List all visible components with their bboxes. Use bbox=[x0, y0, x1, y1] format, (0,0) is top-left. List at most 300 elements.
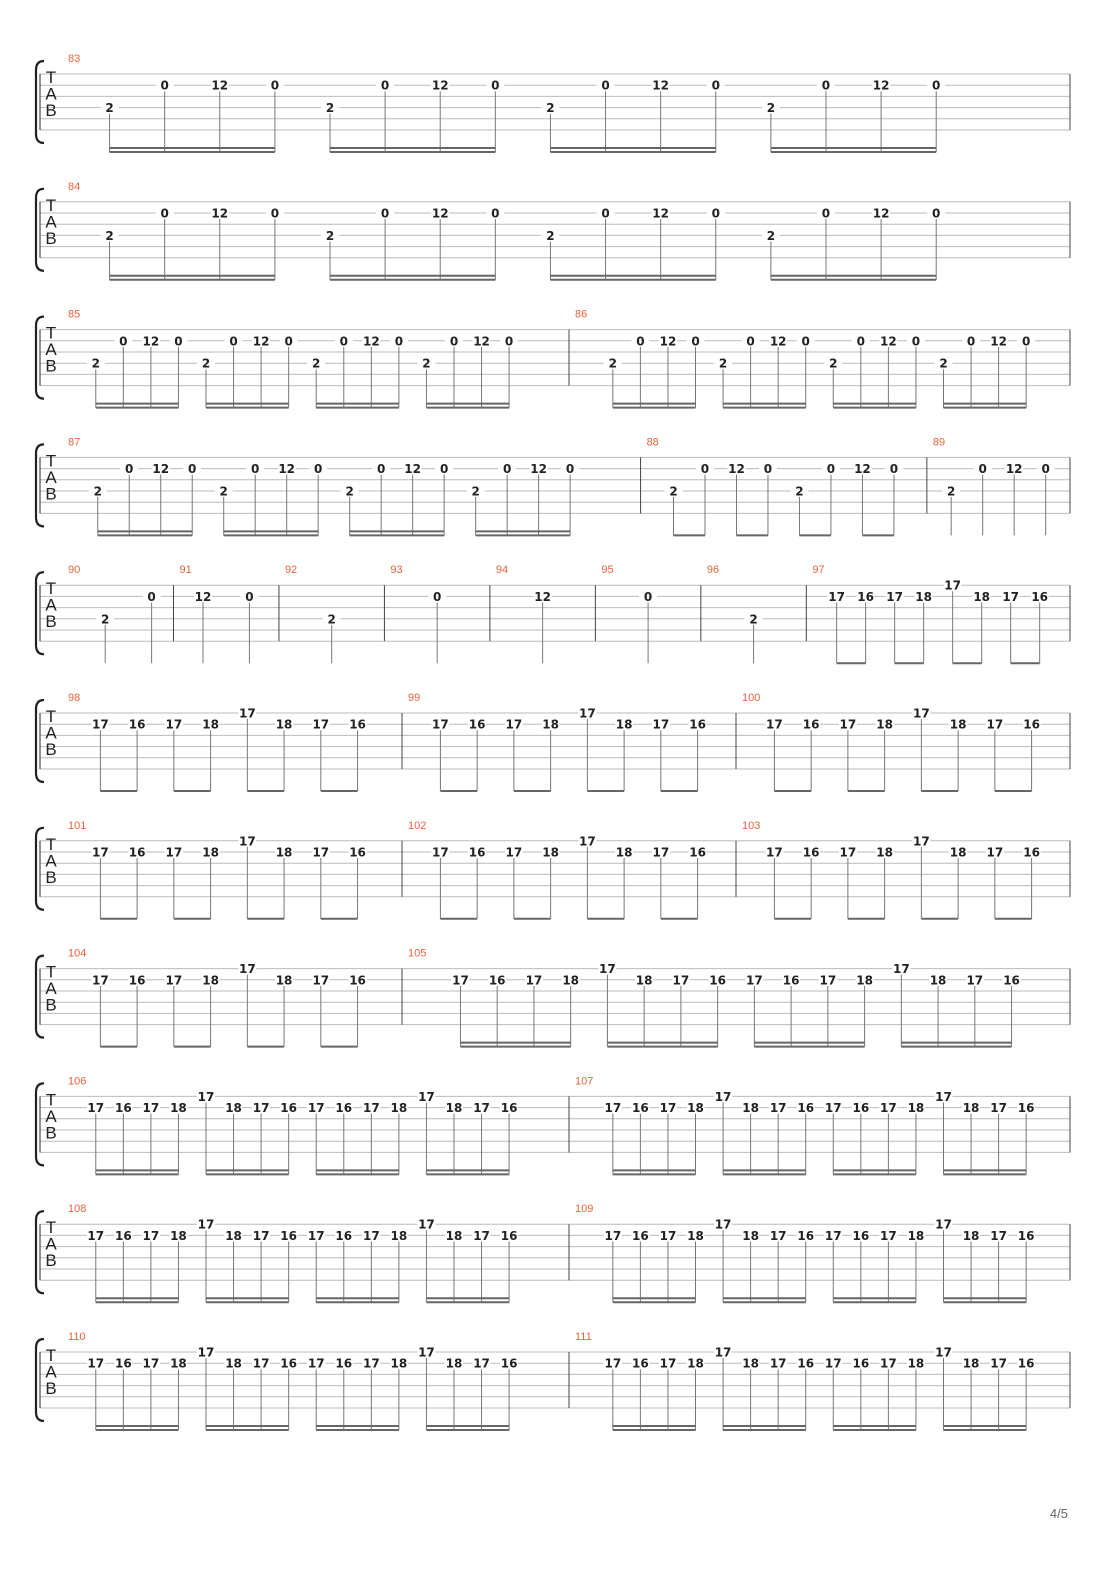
measure-number: 95 bbox=[601, 564, 614, 577]
fret-number: 12 bbox=[990, 334, 1007, 349]
fret-number: 18 bbox=[170, 1101, 187, 1116]
fret-number: 18 bbox=[687, 1356, 704, 1371]
fret-number: 18 bbox=[876, 845, 893, 860]
fret-number: 16 bbox=[500, 1101, 518, 1116]
fret-number: 17 bbox=[473, 1101, 490, 1116]
fret-number: 16 bbox=[500, 1356, 518, 1371]
fret-number: 0 bbox=[394, 334, 404, 349]
measure-number: 98 bbox=[68, 692, 81, 704]
measure-number: 94 bbox=[495, 564, 509, 577]
fret-number: 17 bbox=[252, 1228, 270, 1243]
fret-number: 2 bbox=[766, 228, 776, 243]
tab-system bbox=[36, 564, 1070, 663]
fret-number: 16 bbox=[468, 845, 486, 860]
fret-number: 17 bbox=[769, 1228, 787, 1243]
fret-number: 17 bbox=[505, 717, 523, 732]
measure-number: 88 bbox=[646, 436, 659, 449]
fret-number: 16 bbox=[349, 717, 366, 732]
tab-clef-letter: A bbox=[45, 595, 57, 615]
tab-system bbox=[36, 692, 1070, 791]
tab-clef-letter: B bbox=[45, 740, 57, 759]
measure-number: 110 bbox=[68, 1331, 86, 1343]
fret-number: 17 bbox=[659, 1228, 677, 1243]
fret-number: 17 bbox=[714, 1089, 732, 1104]
fret-number: 12 bbox=[211, 206, 229, 221]
fret-number: 16 bbox=[1017, 1228, 1035, 1243]
fret-number: 17 bbox=[92, 973, 109, 988]
fret-number: 17 bbox=[432, 717, 449, 732]
fret-number: 17 bbox=[452, 973, 469, 988]
fret-number: 0 bbox=[643, 589, 653, 604]
fret-number: 16 bbox=[128, 717, 146, 732]
fret-number: 18 bbox=[615, 845, 633, 860]
fret-number: 16 bbox=[797, 1356, 815, 1371]
fret-number: 17 bbox=[418, 1217, 435, 1232]
fret-number: 18 bbox=[390, 1228, 408, 1243]
tab-clef-letter: A bbox=[45, 467, 57, 487]
fret-number: 12 bbox=[652, 206, 670, 221]
fret-number: 2 bbox=[608, 356, 618, 371]
tab-clef-letter: B bbox=[45, 356, 57, 376]
fret-number: 17 bbox=[986, 717, 1004, 732]
fret-number: 0 bbox=[251, 462, 260, 477]
fret-number: 18 bbox=[275, 973, 293, 988]
fret-number: 0 bbox=[270, 78, 280, 93]
fret-number: 17 bbox=[714, 1217, 732, 1232]
fret-number: 17 bbox=[87, 1356, 105, 1371]
fret-number: 16 bbox=[280, 1101, 298, 1116]
fret-number: 0 bbox=[1021, 334, 1031, 349]
fret-number: 12 bbox=[362, 334, 380, 349]
fret-number: 16 bbox=[782, 973, 800, 988]
fret-number: 0 bbox=[932, 206, 941, 221]
fret-number: 0 bbox=[245, 589, 254, 604]
fret-number: 17 bbox=[473, 1228, 490, 1243]
measure-number: 103 bbox=[742, 819, 761, 832]
fret-number: 18 bbox=[876, 717, 893, 732]
fret-number: 18 bbox=[445, 1101, 463, 1116]
fret-number: 2 bbox=[471, 484, 480, 499]
fret-number: 0 bbox=[826, 462, 836, 477]
fret-number: 0 bbox=[229, 334, 238, 349]
fret-number: 18 bbox=[562, 973, 580, 988]
fret-number: 16 bbox=[500, 1228, 518, 1243]
fret-number: 12 bbox=[278, 462, 296, 477]
measure-number: 99 bbox=[408, 692, 421, 704]
fret-number: 0 bbox=[314, 462, 323, 477]
tab-system bbox=[36, 820, 1070, 919]
fret-number: 17 bbox=[307, 1228, 325, 1243]
fret-number: 2 bbox=[327, 612, 336, 627]
fret-number: 17 bbox=[252, 1356, 270, 1371]
fret-number: 16 bbox=[114, 1356, 132, 1371]
fret-number: 17 bbox=[913, 706, 930, 721]
tab-clef-letter: B bbox=[45, 101, 57, 120]
tab-clef-letter: T bbox=[45, 962, 57, 982]
fret-number: 2 bbox=[766, 101, 776, 116]
fret-number: 16 bbox=[1003, 973, 1020, 988]
fret-number: 12 bbox=[659, 334, 677, 349]
fret-number: 18 bbox=[225, 1101, 242, 1116]
fret-number: 18 bbox=[907, 1228, 925, 1243]
tab-system bbox=[36, 948, 1070, 1047]
tab-clef-letter: T bbox=[45, 707, 57, 726]
fret-number: 12 bbox=[142, 334, 160, 349]
fret-number: 17 bbox=[1002, 589, 1020, 604]
fret-number: 0 bbox=[691, 334, 700, 349]
fret-number: 16 bbox=[689, 845, 706, 860]
fret-number: 0 bbox=[763, 462, 773, 477]
fret-number: 17 bbox=[819, 973, 837, 988]
fret-number: 17 bbox=[990, 1101, 1007, 1116]
fret-number: 12 bbox=[152, 462, 170, 477]
fret-number: 12 bbox=[211, 78, 229, 93]
fret-number: 17 bbox=[142, 1356, 160, 1371]
fret-number: 18 bbox=[973, 589, 991, 604]
fret-number: 17 bbox=[142, 1101, 160, 1116]
fret-number: 17 bbox=[659, 1101, 677, 1116]
fret-number: 0 bbox=[821, 78, 831, 93]
fret-number: 0 bbox=[889, 462, 899, 477]
measure-number: 91 bbox=[179, 564, 192, 577]
fret-number: 0 bbox=[911, 334, 921, 349]
fret-number: 0 bbox=[439, 462, 449, 477]
fret-number: 12 bbox=[872, 78, 890, 93]
fret-number: 17 bbox=[746, 973, 763, 988]
fret-number: 0 bbox=[700, 462, 710, 477]
fret-number: 17 bbox=[944, 578, 962, 593]
tab-clef-letter: T bbox=[45, 68, 57, 87]
fret-number: 12 bbox=[652, 78, 670, 93]
tab-system bbox=[36, 309, 1070, 408]
fret-number: 17 bbox=[579, 834, 596, 849]
fret-number: 17 bbox=[839, 845, 857, 860]
fret-number: 18 bbox=[390, 1356, 408, 1371]
fret-number: 17 bbox=[312, 845, 330, 860]
fret-number: 18 bbox=[949, 845, 967, 860]
fret-number: 0 bbox=[856, 334, 866, 349]
measure-number: 93 bbox=[390, 564, 403, 577]
fret-number: 18 bbox=[225, 1228, 242, 1243]
fret-number: 17 bbox=[824, 1228, 842, 1243]
fret-number: 16 bbox=[128, 845, 146, 860]
measure-number: 87 bbox=[68, 436, 81, 449]
fret-number: 17 bbox=[197, 1217, 215, 1232]
fret-number: 0 bbox=[636, 334, 645, 349]
fret-number: 2 bbox=[201, 356, 211, 371]
fret-number: 18 bbox=[445, 1228, 463, 1243]
tab-clef-letter: B bbox=[45, 995, 57, 1015]
fret-number: 0 bbox=[601, 206, 610, 221]
tab-clef-letter: A bbox=[45, 723, 57, 743]
tab-clef-letter: B bbox=[45, 1379, 57, 1398]
fret-number: 17 bbox=[307, 1356, 325, 1371]
fret-number: 2 bbox=[718, 356, 728, 371]
fret-number: 0 bbox=[801, 334, 810, 349]
fret-number: 16 bbox=[468, 717, 486, 732]
tab-clef-letter: A bbox=[45, 1234, 57, 1254]
fret-number: 12 bbox=[404, 462, 422, 477]
fret-number: 16 bbox=[689, 717, 706, 732]
fret-number: 0 bbox=[966, 334, 976, 349]
fret-number: 0 bbox=[160, 78, 169, 93]
fret-number: 18 bbox=[202, 973, 219, 988]
fret-number: 17 bbox=[880, 1101, 897, 1116]
fret-number: 0 bbox=[1041, 462, 1050, 477]
fret-number: 2 bbox=[546, 101, 555, 116]
fret-number: 16 bbox=[857, 589, 874, 604]
fret-number: 16 bbox=[335, 1356, 353, 1371]
fret-number: 16 bbox=[1023, 845, 1040, 860]
fret-number: 17 bbox=[362, 1356, 380, 1371]
fret-number: 17 bbox=[880, 1228, 897, 1243]
fret-number: 12 bbox=[530, 462, 547, 477]
fret-number: 18 bbox=[907, 1101, 925, 1116]
fret-number: 12 bbox=[473, 334, 490, 349]
fret-number: 0 bbox=[125, 462, 134, 477]
fret-number: 18 bbox=[275, 717, 293, 732]
fret-number: 18 bbox=[542, 717, 559, 732]
fret-number: 0 bbox=[746, 334, 755, 349]
fret-number: 2 bbox=[101, 612, 110, 627]
fret-number: 2 bbox=[312, 356, 321, 371]
fret-number: 16 bbox=[852, 1228, 870, 1243]
fret-number: 17 bbox=[238, 706, 256, 721]
measure-number: 106 bbox=[68, 1075, 87, 1088]
fret-number: 18 bbox=[542, 845, 559, 860]
fret-number: 17 bbox=[362, 1228, 380, 1243]
fret-number: 17 bbox=[307, 1101, 325, 1116]
measure-number: 86 bbox=[575, 308, 588, 321]
fret-number: 17 bbox=[165, 973, 183, 988]
fret-number: 17 bbox=[238, 834, 256, 849]
fret-number: 17 bbox=[87, 1228, 105, 1243]
fret-number: 0 bbox=[491, 78, 500, 93]
tab-clef-letter: T bbox=[45, 1090, 57, 1110]
measure-number: 85 bbox=[68, 308, 81, 321]
measure-number: 96 bbox=[706, 564, 720, 577]
fret-number: 17 bbox=[769, 1356, 787, 1371]
fret-number: 17 bbox=[92, 845, 109, 860]
fret-number: 16 bbox=[852, 1101, 870, 1116]
tab-clef-letter: A bbox=[45, 340, 57, 360]
fret-number: 16 bbox=[280, 1356, 298, 1371]
fret-number: 17 bbox=[824, 1101, 842, 1116]
fret-number: 17 bbox=[418, 1345, 435, 1360]
fret-number: 18 bbox=[929, 973, 947, 988]
fret-number: 16 bbox=[488, 973, 506, 988]
fret-number: 18 bbox=[907, 1356, 925, 1371]
fret-number: 16 bbox=[349, 845, 366, 860]
fret-number: 17 bbox=[604, 1356, 622, 1371]
measure-number: 97 bbox=[812, 564, 825, 577]
fret-number: 2 bbox=[105, 228, 114, 243]
fret-number: 2 bbox=[947, 484, 956, 499]
fret-number: 16 bbox=[128, 973, 146, 988]
fret-number: 16 bbox=[1017, 1101, 1035, 1116]
fret-number: 17 bbox=[966, 973, 984, 988]
measure-number: 84 bbox=[68, 180, 81, 193]
fret-number: 18 bbox=[275, 845, 293, 860]
fret-number: 16 bbox=[802, 717, 820, 732]
fret-number: 2 bbox=[91, 356, 100, 371]
tab-system bbox=[36, 181, 1070, 280]
fret-number: 16 bbox=[1031, 589, 1049, 604]
fret-number: 2 bbox=[939, 356, 948, 371]
tab-system bbox=[36, 1331, 1070, 1430]
fret-number: 2 bbox=[219, 484, 228, 499]
fret-number: 17 bbox=[886, 589, 904, 604]
measure-number: 90 bbox=[68, 564, 81, 577]
fret-number: 17 bbox=[579, 706, 596, 721]
fret-number: 17 bbox=[362, 1101, 380, 1116]
fret-number: 18 bbox=[170, 1228, 187, 1243]
fret-number: 18 bbox=[742, 1101, 759, 1116]
tab-clef-letter: T bbox=[45, 195, 57, 215]
fret-number: 12 bbox=[252, 334, 270, 349]
fret-number: 12 bbox=[769, 334, 787, 349]
fret-number: 2 bbox=[795, 484, 804, 499]
fret-number: 17 bbox=[935, 1089, 952, 1104]
fret-number: 18 bbox=[225, 1356, 242, 1371]
fret-number: 18 bbox=[390, 1101, 408, 1116]
fret-number: 16 bbox=[1017, 1356, 1035, 1371]
fret-number: 18 bbox=[687, 1228, 704, 1243]
fret-number: 17 bbox=[252, 1101, 270, 1116]
fret-number: 0 bbox=[502, 462, 512, 477]
fret-number: 17 bbox=[92, 717, 109, 732]
fret-number: 0 bbox=[711, 206, 720, 221]
fret-number: 17 bbox=[197, 1345, 215, 1360]
fret-number: 17 bbox=[935, 1217, 952, 1232]
fret-number: 0 bbox=[601, 78, 610, 93]
fret-number: 18 bbox=[962, 1228, 980, 1243]
fret-number: 16 bbox=[852, 1356, 870, 1371]
fret-number: 16 bbox=[797, 1228, 815, 1243]
tab-clef-letter: B bbox=[45, 612, 57, 632]
fret-number: 2 bbox=[422, 356, 431, 371]
fret-number: 17 bbox=[714, 1345, 732, 1360]
fret-number: 16 bbox=[632, 1356, 649, 1371]
fret-number: 0 bbox=[821, 206, 831, 221]
fret-number: 2 bbox=[749, 612, 758, 627]
tab-clef-letter: B bbox=[45, 484, 57, 504]
fret-number: 16 bbox=[349, 973, 366, 988]
fret-number: 17 bbox=[880, 1356, 897, 1371]
fret-number: 17 bbox=[165, 845, 183, 860]
fret-number: 0 bbox=[504, 334, 514, 349]
fret-number: 0 bbox=[380, 206, 390, 221]
fret-number: 2 bbox=[325, 228, 335, 243]
measure-number: 105 bbox=[408, 947, 427, 960]
fret-number: 18 bbox=[202, 845, 219, 860]
fret-number: 0 bbox=[432, 589, 442, 604]
fret-number: 17 bbox=[990, 1356, 1007, 1371]
fret-number: 17 bbox=[473, 1356, 490, 1371]
fret-number: 17 bbox=[892, 962, 910, 977]
fret-number: 0 bbox=[270, 206, 280, 221]
fret-number: 18 bbox=[635, 973, 653, 988]
page-number: 4/5 bbox=[1049, 1506, 1068, 1521]
fret-number: 0 bbox=[711, 78, 720, 93]
fret-number: 0 bbox=[174, 334, 183, 349]
tab-system bbox=[36, 1075, 1070, 1174]
fret-number: 0 bbox=[160, 206, 169, 221]
fret-number: 0 bbox=[339, 334, 348, 349]
fret-number: 0 bbox=[188, 462, 197, 477]
fret-number: 0 bbox=[147, 589, 156, 604]
fret-number: 2 bbox=[345, 484, 354, 499]
fret-number: 12 bbox=[534, 589, 551, 604]
fret-number: 17 bbox=[652, 717, 670, 732]
fret-number: 17 bbox=[87, 1101, 105, 1116]
measure-number: 89 bbox=[932, 436, 946, 449]
tab-clef-letter: A bbox=[45, 84, 57, 104]
fret-number: 18 bbox=[170, 1356, 187, 1371]
fret-number: 16 bbox=[632, 1101, 649, 1116]
fret-number: 12 bbox=[194, 589, 212, 604]
fret-number: 18 bbox=[856, 973, 873, 988]
fret-number: 17 bbox=[769, 1101, 787, 1116]
fret-number: 12 bbox=[880, 334, 897, 349]
fret-number: 17 bbox=[990, 1228, 1007, 1243]
fret-number: 17 bbox=[652, 845, 670, 860]
fret-number: 12 bbox=[854, 462, 871, 477]
measure-number: 83 bbox=[68, 53, 81, 65]
fret-number: 18 bbox=[915, 589, 933, 604]
fret-number: 12 bbox=[431, 78, 449, 93]
fret-number: 18 bbox=[445, 1356, 463, 1371]
fret-number: 2 bbox=[93, 484, 102, 499]
fret-number: 17 bbox=[604, 1228, 622, 1243]
fret-number: 17 bbox=[766, 717, 783, 732]
fret-number: 17 bbox=[913, 834, 930, 849]
fret-number: 17 bbox=[238, 962, 256, 977]
tab-clef-letter: T bbox=[45, 834, 57, 854]
fret-number: 17 bbox=[312, 717, 330, 732]
tab-clef-letter: T bbox=[45, 1218, 57, 1238]
fret-number: 16 bbox=[797, 1101, 815, 1116]
tab-clef-letter: A bbox=[45, 979, 57, 999]
fret-number: 16 bbox=[280, 1228, 298, 1243]
fret-number: 2 bbox=[669, 484, 678, 499]
fret-number: 18 bbox=[742, 1228, 759, 1243]
fret-number: 2 bbox=[105, 101, 114, 116]
tab-system bbox=[36, 53, 1070, 152]
fret-number: 0 bbox=[565, 462, 575, 477]
fret-number: 16 bbox=[802, 845, 820, 860]
tab-system bbox=[36, 436, 1070, 535]
fret-number: 0 bbox=[932, 78, 941, 93]
fret-number: 17 bbox=[604, 1101, 622, 1116]
fret-number: 18 bbox=[202, 717, 219, 732]
fret-number: 16 bbox=[1023, 717, 1040, 732]
fret-number: 0 bbox=[284, 334, 293, 349]
tab-system bbox=[36, 1203, 1070, 1302]
fret-number: 17 bbox=[659, 1356, 677, 1371]
fret-number: 0 bbox=[491, 206, 500, 221]
measure-number: 104 bbox=[68, 947, 87, 960]
fret-number: 16 bbox=[632, 1228, 649, 1243]
measure-number: 101 bbox=[68, 819, 87, 832]
tab-clef-letter: A bbox=[45, 1362, 57, 1382]
measure-number: 107 bbox=[575, 1075, 594, 1088]
fret-number: 0 bbox=[380, 78, 390, 93]
tab-clef-letter: B bbox=[45, 867, 57, 887]
fret-number: 17 bbox=[142, 1228, 160, 1243]
fret-number: 18 bbox=[687, 1101, 704, 1116]
tab-clef-letter: T bbox=[45, 451, 57, 471]
